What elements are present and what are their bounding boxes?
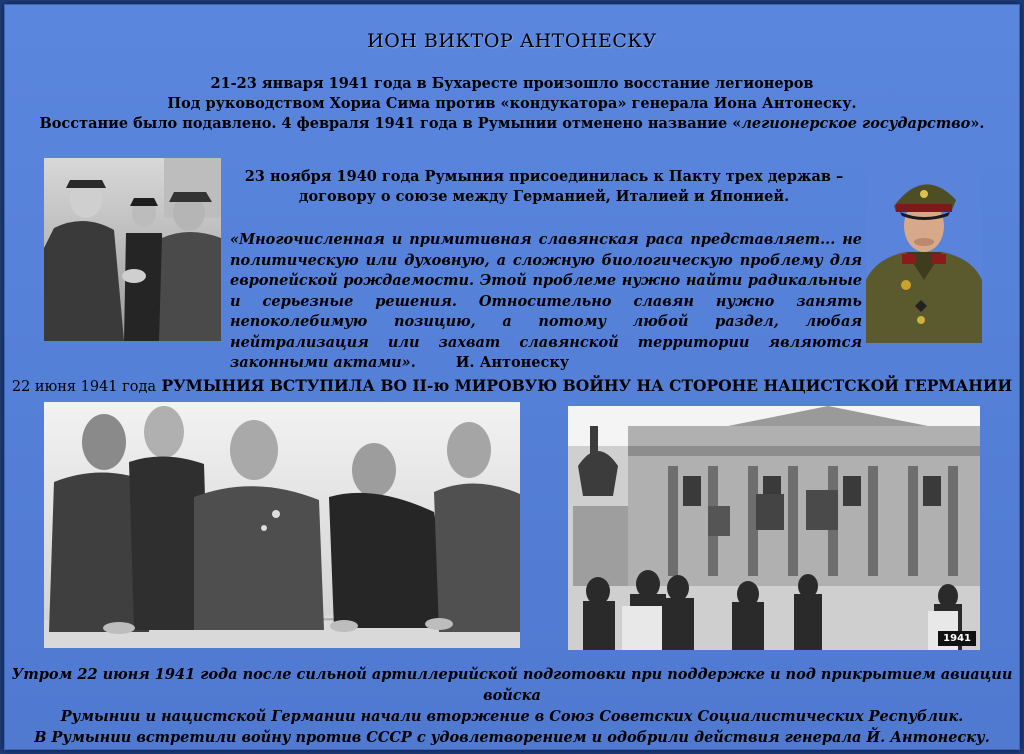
war-entry-date: 22 июня 1941 года xyxy=(11,379,157,395)
intro-line-3: Восстание было подавлено. 4 февраля 1941 года в Румынии отменено название «легионерское государство». xyxy=(39,115,985,132)
war-entry-text: РУМЫНИЯ ВСТУПИЛА ВО II-ю МИРОВУЮ ВОЙНУ НА СТОРОНЕ НАЦИСТСКОЙ ГЕРМАНИИ xyxy=(161,376,1013,395)
slide xyxy=(4,4,1020,750)
pact-line-2: договору о союзе между Германией, Италией и Японией. xyxy=(298,188,790,205)
intro-italic-term: легионерское государство xyxy=(741,115,971,132)
invasion-paragraph xyxy=(4,664,1020,748)
photo-year-badge: 1941 xyxy=(938,631,976,646)
invasion-line-3: В Румынии встретили войну против СССР с удовлетворением и одобрили действия генерала Й. Антонеску. xyxy=(34,729,990,746)
invasion-line-1: Утром 22 июня 1941 года после сильной артиллерийской подготовки при поддержке и под прикрытием авиации войска xyxy=(11,666,1013,704)
page-title: ИОН ВИКТОР АНТОНЕСКУ xyxy=(367,30,657,52)
quote-author: И. Антонеску xyxy=(455,354,570,371)
antonescu-quote xyxy=(230,230,862,374)
pact-line-1: 23 ноября 1940 года Румыния присоединилась к Пакту трех держав – xyxy=(244,168,844,185)
photo-antonescu-portrait xyxy=(866,160,982,343)
pact-paragraph xyxy=(234,167,854,207)
intro-line-1: 21-23 января 1941 года в Бухаресте произошло восстание легионеров xyxy=(210,75,814,92)
intro-line-2: Под руководством Хориа Сима против «кондукатора» генерала Иона Антонеску. xyxy=(167,95,857,112)
intro-paragraph xyxy=(4,74,1020,134)
war-entry-heading xyxy=(4,376,1020,395)
invasion-line-2: Румынии и нацистской Германии начали вторжение в Союз Советских Социалистических Республик. xyxy=(60,708,964,725)
photo-handshake xyxy=(44,158,221,341)
photo-map-meeting xyxy=(44,402,520,648)
photo-bucharest-1941 xyxy=(568,406,980,650)
quote-text: «Многочисленная и примитивная славянская раса представляет... не политическую или духовную, а сложную биологическую проблему для европейской рождаемости. Этой проблеме нужно найти радикальные и серьезные решения. Относительно славян нужно занять непоколебимую позицию, а потому любой раздел, любая нейтрализация или захват славянской территории являются законными актами». xyxy=(230,231,862,371)
